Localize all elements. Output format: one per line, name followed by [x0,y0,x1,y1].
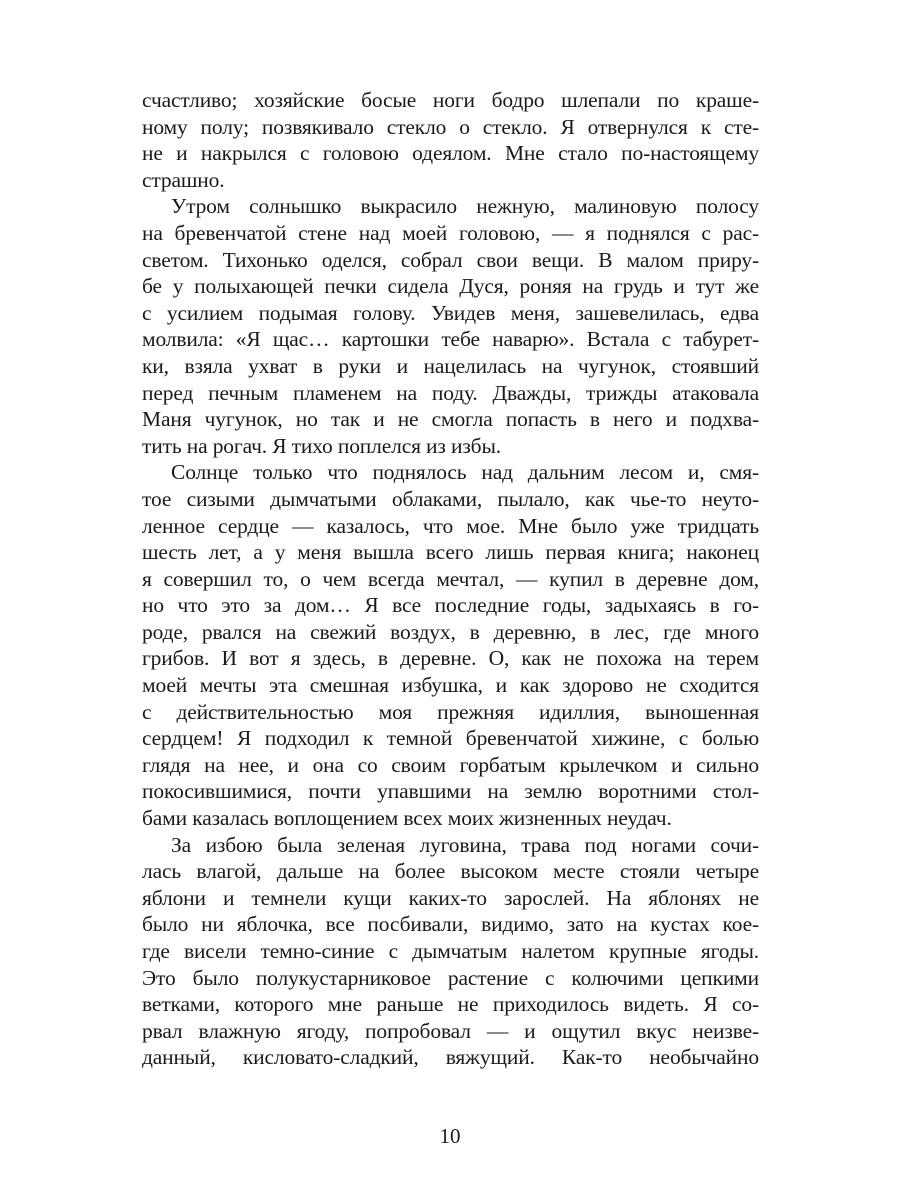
page-number: 10 [439,1124,461,1148]
text-line: я совершил то, о чем всегда мечтал, — купил в деревне дом, [142,566,759,591]
text-line: ленное сердце — казалось, что мое. Мне было уже тридцать [142,513,759,538]
text-line: лась влагой, дальше на более высоком месте стояли четыре [142,859,759,884]
text-line: моей мечты эта смешная избушка, и как здорово не сходится [142,673,759,698]
text-line: данный, кисловато-сладкий, вяжущий. Как-то необычайно [142,1045,759,1070]
paragraph [142,87,759,193]
text-line: Утром солнышко выкрасило нежную, малиновую полосу [171,194,759,219]
text-line: ветками, которого мне раньше не приходилось видеть. Я со- [142,992,759,1017]
page-body [142,87,759,1071]
text-line: бами казалась воплощением всех моих жизненных неудач. [142,806,672,831]
paragraph [142,832,759,1071]
text-line: но что это за дом… Я все последние годы, задыхаясь в го- [142,593,759,618]
text-line: на бревенчатой стене над моей головою, — я поднялся с рас- [142,220,759,245]
text-line: ному полу; позвякивало стекло о стекло. Я отвернулся к сте- [142,114,759,139]
text-line: не и накрылся с головою одеялом. Мне стало по-настоящему [142,141,759,166]
paragraph [142,459,759,831]
text-line: яблони и темнели кущи каких-то зарослей. На яблонях не [142,885,759,910]
text-line: Это было полукустарниковое растение с колючими цепкими [142,965,759,990]
text-line: где висели темно-синие с дымчатым налетом крупные ягоды. [142,939,759,963]
text-line: сердцем! Я подходил к темной бревенчатой хижине, с болью [142,726,759,751]
paragraph [142,193,759,459]
text-line: шесть лет, а у меня вышла всего лишь первая книга; наконец [142,540,759,565]
text-line: страшно. [142,167,225,192]
text-line: перед печным пламенем на поду. Дважды, трижды атаковала [142,380,759,405]
text-line: глядя на нее, и она со своим горбатым крылечком и сильно [142,752,759,777]
text-line: роде, рвался на свежий воздух, в деревню, в лес, где много [142,619,759,644]
text-line: с усилием подымая голову. Увидев меня, зашевелилась, едва [142,300,759,325]
text-line: Маня чугунок, но так и не смогла попасть в него и подхва- [142,407,759,432]
text-line: За избою была зеленая луговина, трава под ногами сочи- [171,832,759,857]
text-line: молвила: «Я щас… картошки тебе наварю». Встала с табурет- [142,327,759,352]
text-line: счастливо; хозяйские босые ноги бодро шлепали по краше- [142,88,759,112]
text-line: грибов. И вот я здесь, в деревне. О, как не похожа на терем [142,646,759,671]
text-line: Солнце только что поднялось над дальним лесом и, смя- [171,460,759,485]
text-line: с действительностью моя прежняя идиллия, выношенная [142,699,759,724]
text-line: ки, взяла ухват в руки и нацелилась на чугунок, стоявший [142,353,759,378]
text-line: бе у полыхающей печки сидела Дуся, роняя на грудь и тут же [142,274,759,299]
text-line: светом. Тихонько оделся, собрал свои вещи. В малом приру- [142,247,759,272]
text-line: рвал влажную ягоду, попробовал — и ощутил вкус неизве- [142,1018,759,1043]
text-line: тое сизыми дымчатыми облаками, пылало, как чье-то неуто- [142,486,759,511]
text-line: покосившимися, почти упавшими на землю воротними стол- [142,779,759,804]
text-line: тить на рогач. Я тихо поплелся из избы. [142,433,501,458]
text-line: было ни яблочка, все посбивали, видимо, зато на кустах кое- [142,912,759,937]
